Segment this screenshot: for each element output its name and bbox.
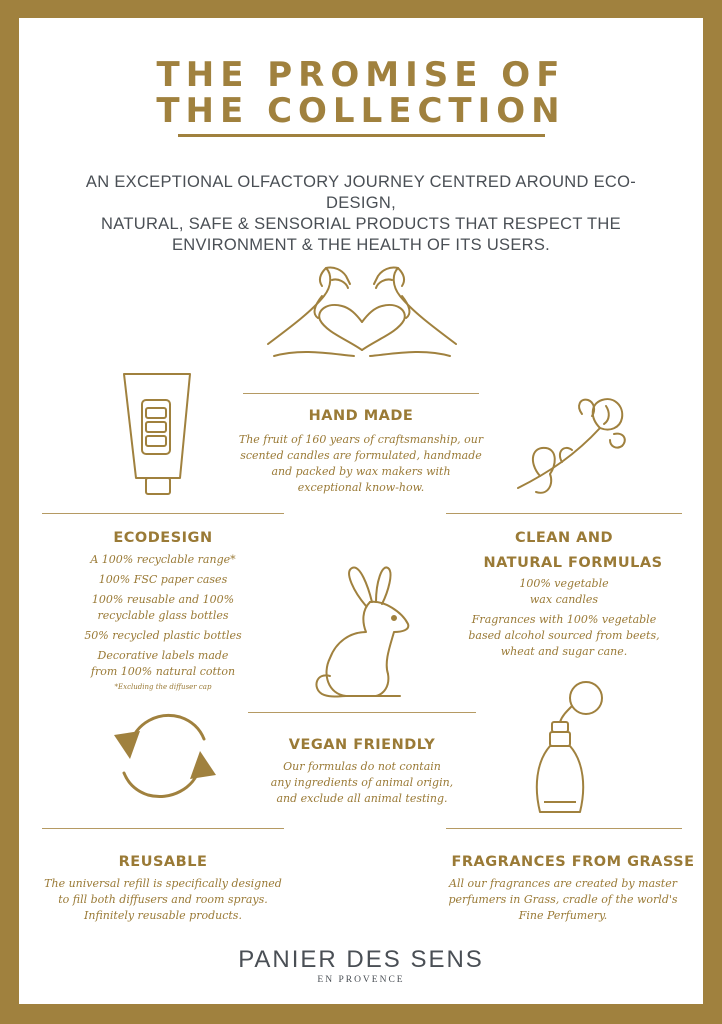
grasse-title: FRAGRANCES FROM GRASSE <box>451 854 695 870</box>
title-line-1: THE PROMISE OF <box>156 55 566 95</box>
divider-vegan <box>248 712 476 713</box>
brand-tagline: EN PROVENCE <box>317 975 405 985</box>
perfume-bottle-icon <box>530 678 610 818</box>
title-line-2: THE COLLECTION <box>156 91 566 131</box>
ecodesign-list: A 100% recyclable range* 100% FSC paper cases 100% reusable and 100% recyclable glass bottles 50% recycled plastic bottles Decorative labels made from 100% natural cotton *Excluding the diffuser cap <box>30 552 296 694</box>
rabbit-icon <box>306 562 416 702</box>
clean-text: 100% vegetable wax candles Fragrances with 100% vegetable based alcohol sourced from beets, wheat and sugar cane. <box>468 577 660 658</box>
divider-handmade <box>243 393 479 394</box>
tube-icon <box>118 370 198 500</box>
brand-logo: PANIER DES SENS <box>238 946 484 973</box>
clean-title-2: NATURAL FORMULAS <box>483 555 663 571</box>
recycle-arrows-icon <box>110 705 220 805</box>
grasse-text: All our fragrances are created by master perfumers in Grass, cradle of the world's Fine Perfumery. <box>448 877 678 922</box>
flower-icon <box>510 392 630 502</box>
heart-hands-icon <box>262 256 462 376</box>
reusable-title: REUSABLE <box>118 854 208 870</box>
clean-title-1: CLEAN AND <box>514 530 614 546</box>
reusable-text: The universal refill is specifically designed to fill both diffusers and room sprays. Infinitely reusable products. <box>44 877 282 922</box>
divider-reusable <box>42 828 284 829</box>
divider-grasse <box>446 828 682 829</box>
ecodesign-footnote: *Excluding the diffuser cap <box>114 683 212 691</box>
divider-ecodesign <box>42 513 284 514</box>
vegan-text: Our formulas do not contain any ingredients of animal origin, and exclude all animal testing. <box>270 760 454 805</box>
handmade-text: The fruit of 160 years of craftsmanship, our scented candles are formulated, handmade and packed by wax makers with exceptional know-how. <box>238 433 484 494</box>
divider-clean <box>446 513 682 514</box>
vegan-title: VEGAN FRIENDLY <box>288 737 436 753</box>
ecodesign-title: ECODESIGN <box>113 530 213 546</box>
handmade-title: HAND MADE <box>308 408 414 424</box>
intro-text: AN EXCEPTIONAL OLFACTORY JOURNEY CENTRED AROUND ECO-DESIGN, NATURAL, SAFE & SENSORIAL PRODUCTS THAT RESPECT THE ENVIRONMENT & THE HEALTH OF ITS USERS. <box>85 173 637 254</box>
title-underline <box>178 134 545 137</box>
